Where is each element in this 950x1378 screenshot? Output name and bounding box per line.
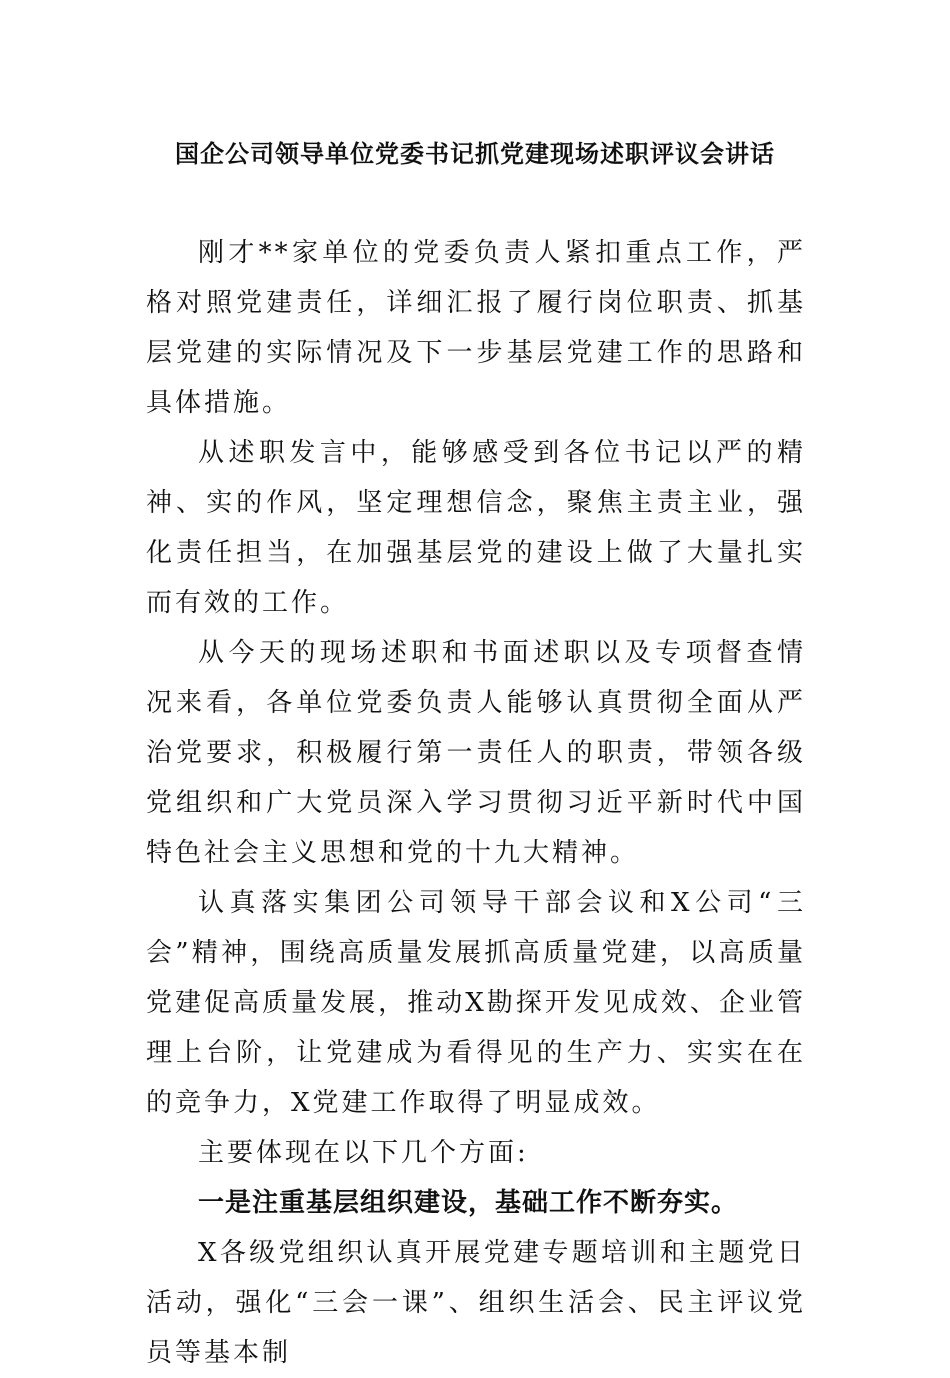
paragraph-section-one: X各级党组织认真开展党建专题培训和主题党日活动，强化“三会一课”、组织生活会、民主评议党员等基本制 [146,1238,806,1368]
paragraph-assessment: 从今天的现场述职和书面述职以及专项督查情况来看，各单位党委负责人能够认真贯彻全面从严治党要求，积极履行第一责任人的职责，带领各级党组织和广大党员深入学习贯彻习近平新时代中国特色社会主义思想和党的十九大精神。 [146,638,806,868]
document-body [146,228,806,1378]
paragraph-aspects-intro: 主要体现在以下几个方面: [198,1138,529,1168]
document-title: 国企公司领导单位党委书记抓党建现场述职评议会讲话 [175,140,775,168]
section-heading-one: 一是注重基层组织建设，基础工作不断夯实。 [198,1188,739,1218]
paragraph-intro: 刚才**家单位的党委负责人紧扣重点工作，严格对照党建责任，详细汇报了履行岗位职责、抓基层党建的实际情况及下一步基层党建工作的思路和具体措施。 [146,238,806,418]
paragraph-impressions: 从述职发言中，能够感受到各位书记以严的精神、实的作风，坚定理想信念，聚焦主责主业，强化责任担当，在加强基层党的建设上做了大量扎实而有效的工作。 [146,438,806,618]
paragraph-implementation: 认真落实集团公司领导干部会议和X公司“三会”精神，围绕高质量发展抓高质量党建，以高质量党建促高质量发展，推动X勘探开发见成效、企业管理上台阶，让党建成为看得见的生产力、实实在在的竞争力，X党建工作取得了明显成效。 [146,888,806,1118]
